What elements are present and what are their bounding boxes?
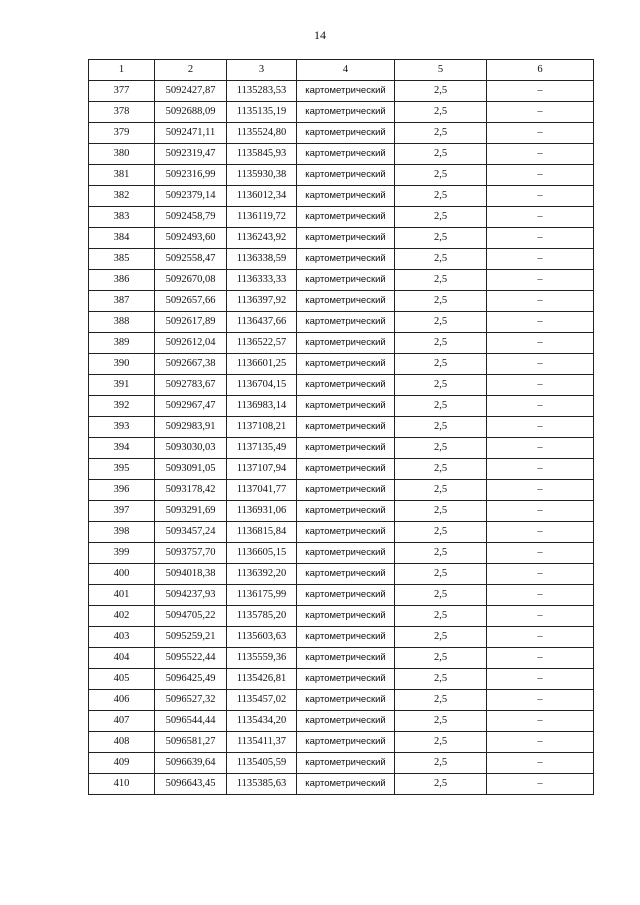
table-row (89, 396, 594, 417)
table-row (89, 165, 594, 186)
y-coordinate-cell: 1136012,34 (227, 186, 297, 207)
accuracy-cell: 2,5 (395, 312, 487, 333)
table-row (89, 375, 594, 396)
point-number-cell: 377 (89, 81, 155, 102)
method-cell: картометрический (297, 165, 395, 186)
x-coordinate-cell: 5094018,38 (155, 564, 227, 585)
accuracy-cell: 2,5 (395, 501, 487, 522)
table-row (89, 585, 594, 606)
point-number-cell: 396 (89, 480, 155, 501)
x-coordinate-cell: 5092657,66 (155, 291, 227, 312)
y-coordinate-cell: 1135426,81 (227, 669, 297, 690)
table-header-row (89, 60, 594, 81)
y-coordinate-cell: 1136392,20 (227, 564, 297, 585)
header-cell-2: 2 (155, 60, 227, 81)
method-cell: картометрический (297, 501, 395, 522)
x-coordinate-cell: 5092667,38 (155, 354, 227, 375)
table-row (89, 207, 594, 228)
header-cell-6: 6 (487, 60, 594, 81)
accuracy-cell: 2,5 (395, 375, 487, 396)
header-cell-1: 1 (89, 60, 155, 81)
y-coordinate-cell: 1136175,99 (227, 585, 297, 606)
point-number-cell: 394 (89, 438, 155, 459)
method-cell: картометрический (297, 669, 395, 690)
x-coordinate-cell: 5092427,87 (155, 81, 227, 102)
x-coordinate-cell: 5093178,42 (155, 480, 227, 501)
description-cell: – (487, 543, 594, 564)
point-number-cell: 395 (89, 459, 155, 480)
accuracy-cell: 2,5 (395, 417, 487, 438)
point-number-cell: 381 (89, 165, 155, 186)
point-number-cell: 379 (89, 123, 155, 144)
point-number-cell: 407 (89, 711, 155, 732)
point-number-cell: 401 (89, 585, 155, 606)
y-coordinate-cell: 1135283,53 (227, 81, 297, 102)
description-cell: – (487, 774, 594, 795)
description-cell: – (487, 312, 594, 333)
point-number-cell: 393 (89, 417, 155, 438)
description-cell: – (487, 123, 594, 144)
point-number-cell: 404 (89, 648, 155, 669)
y-coordinate-cell: 1135135,19 (227, 102, 297, 123)
method-cell: картометрический (297, 753, 395, 774)
x-coordinate-cell: 5092316,99 (155, 165, 227, 186)
y-coordinate-cell: 1137135,49 (227, 438, 297, 459)
method-cell: картометрический (297, 354, 395, 375)
method-cell: картометрический (297, 228, 395, 249)
point-number-cell: 383 (89, 207, 155, 228)
description-cell: – (487, 228, 594, 249)
point-number-cell: 384 (89, 228, 155, 249)
description-cell: – (487, 249, 594, 270)
accuracy-cell: 2,5 (395, 774, 487, 795)
description-cell: – (487, 186, 594, 207)
accuracy-cell: 2,5 (395, 354, 487, 375)
description-cell: – (487, 438, 594, 459)
y-coordinate-cell: 1137107,94 (227, 459, 297, 480)
accuracy-cell: 2,5 (395, 543, 487, 564)
table-row (89, 291, 594, 312)
y-coordinate-cell: 1136605,15 (227, 543, 297, 564)
accuracy-cell: 2,5 (395, 669, 487, 690)
y-coordinate-cell: 1135559,36 (227, 648, 297, 669)
x-coordinate-cell: 5092670,08 (155, 270, 227, 291)
table-row (89, 774, 594, 795)
point-number-cell: 378 (89, 102, 155, 123)
point-number-cell: 397 (89, 501, 155, 522)
y-coordinate-cell: 1136601,25 (227, 354, 297, 375)
x-coordinate-cell: 5095259,21 (155, 627, 227, 648)
accuracy-cell: 2,5 (395, 396, 487, 417)
point-number-cell: 406 (89, 690, 155, 711)
y-coordinate-cell: 1135385,63 (227, 774, 297, 795)
description-cell: – (487, 396, 594, 417)
table-row (89, 732, 594, 753)
accuracy-cell: 2,5 (395, 732, 487, 753)
table-row (89, 417, 594, 438)
method-cell: картометрический (297, 102, 395, 123)
y-coordinate-cell: 1135524,80 (227, 123, 297, 144)
point-number-cell: 400 (89, 564, 155, 585)
description-cell: – (487, 669, 594, 690)
description-cell: – (487, 165, 594, 186)
point-number-cell: 388 (89, 312, 155, 333)
description-cell: – (487, 375, 594, 396)
table-row (89, 648, 594, 669)
table-row (89, 753, 594, 774)
description-cell: – (487, 417, 594, 438)
description-cell: – (487, 564, 594, 585)
description-cell: – (487, 648, 594, 669)
table-row (89, 186, 594, 207)
x-coordinate-cell: 5092783,67 (155, 375, 227, 396)
table-row (89, 711, 594, 732)
description-cell: – (487, 291, 594, 312)
method-cell: картометрический (297, 732, 395, 753)
accuracy-cell: 2,5 (395, 585, 487, 606)
table-row (89, 81, 594, 102)
method-cell: картометрический (297, 606, 395, 627)
y-coordinate-cell: 1136397,92 (227, 291, 297, 312)
point-number-cell: 387 (89, 291, 155, 312)
method-cell: картометрический (297, 690, 395, 711)
y-coordinate-cell: 1136931,06 (227, 501, 297, 522)
accuracy-cell: 2,5 (395, 480, 487, 501)
y-coordinate-cell: 1136522,57 (227, 333, 297, 354)
x-coordinate-cell: 5092379,14 (155, 186, 227, 207)
method-cell: картометрический (297, 186, 395, 207)
method-cell: картометрический (297, 522, 395, 543)
method-cell: картометрический (297, 438, 395, 459)
y-coordinate-cell: 1135785,20 (227, 606, 297, 627)
accuracy-cell: 2,5 (395, 291, 487, 312)
table-row (89, 690, 594, 711)
description-cell: – (487, 81, 594, 102)
method-cell: картометрический (297, 648, 395, 669)
accuracy-cell: 2,5 (395, 753, 487, 774)
description-cell: – (487, 207, 594, 228)
point-number-cell: 390 (89, 354, 155, 375)
accuracy-cell: 2,5 (395, 186, 487, 207)
description-cell: – (487, 606, 594, 627)
table-row (89, 333, 594, 354)
header-cell-3: 3 (227, 60, 297, 81)
method-cell: картометрический (297, 711, 395, 732)
description-cell: – (487, 270, 594, 291)
point-number-cell: 385 (89, 249, 155, 270)
point-number-cell: 410 (89, 774, 155, 795)
table-row (89, 669, 594, 690)
method-cell: картометрический (297, 459, 395, 480)
x-coordinate-cell: 5092688,09 (155, 102, 227, 123)
description-cell: – (487, 333, 594, 354)
method-cell: картометрический (297, 81, 395, 102)
y-coordinate-cell: 1136243,92 (227, 228, 297, 249)
method-cell: картометрический (297, 627, 395, 648)
accuracy-cell: 2,5 (395, 81, 487, 102)
accuracy-cell: 2,5 (395, 711, 487, 732)
point-number-cell: 408 (89, 732, 155, 753)
point-number-cell: 402 (89, 606, 155, 627)
x-coordinate-cell: 5092493,60 (155, 228, 227, 249)
point-number-cell: 403 (89, 627, 155, 648)
accuracy-cell: 2,5 (395, 144, 487, 165)
description-cell: – (487, 732, 594, 753)
y-coordinate-cell: 1137108,21 (227, 417, 297, 438)
point-number-cell: 392 (89, 396, 155, 417)
accuracy-cell: 2,5 (395, 648, 487, 669)
x-coordinate-cell: 5093757,70 (155, 543, 227, 564)
accuracy-cell: 2,5 (395, 333, 487, 354)
table-row (89, 501, 594, 522)
x-coordinate-cell: 5092471,11 (155, 123, 227, 144)
method-cell: картометрический (297, 249, 395, 270)
x-coordinate-cell: 5093091,05 (155, 459, 227, 480)
point-number-cell: 399 (89, 543, 155, 564)
accuracy-cell: 2,5 (395, 564, 487, 585)
method-cell: картометрический (297, 375, 395, 396)
method-cell: картометрический (297, 291, 395, 312)
accuracy-cell: 2,5 (395, 270, 487, 291)
y-coordinate-cell: 1136338,59 (227, 249, 297, 270)
description-cell: – (487, 711, 594, 732)
description-cell: – (487, 585, 594, 606)
accuracy-cell: 2,5 (395, 627, 487, 648)
description-cell: – (487, 753, 594, 774)
accuracy-cell: 2,5 (395, 459, 487, 480)
table-row (89, 144, 594, 165)
y-coordinate-cell: 1135411,37 (227, 732, 297, 753)
method-cell: картометрический (297, 564, 395, 585)
table-row (89, 480, 594, 501)
header-cell-4: 4 (297, 60, 395, 81)
accuracy-cell: 2,5 (395, 522, 487, 543)
method-cell: картометрический (297, 585, 395, 606)
table-row (89, 543, 594, 564)
accuracy-cell: 2,5 (395, 123, 487, 144)
y-coordinate-cell: 1136119,72 (227, 207, 297, 228)
x-coordinate-cell: 5092458,79 (155, 207, 227, 228)
x-coordinate-cell: 5096643,45 (155, 774, 227, 795)
y-coordinate-cell: 1135845,93 (227, 144, 297, 165)
table-body (89, 60, 594, 795)
y-coordinate-cell: 1136704,15 (227, 375, 297, 396)
x-coordinate-cell: 5094237,93 (155, 585, 227, 606)
point-number-cell: 391 (89, 375, 155, 396)
table-row (89, 627, 594, 648)
x-coordinate-cell: 5093457,24 (155, 522, 227, 543)
description-cell: – (487, 522, 594, 543)
x-coordinate-cell: 5092612,04 (155, 333, 227, 354)
description-cell: – (487, 690, 594, 711)
description-cell: – (487, 144, 594, 165)
description-cell: – (487, 459, 594, 480)
point-number-cell: 405 (89, 669, 155, 690)
coordinates-table (88, 59, 594, 795)
accuracy-cell: 2,5 (395, 207, 487, 228)
x-coordinate-cell: 5094705,22 (155, 606, 227, 627)
method-cell: картометрический (297, 312, 395, 333)
x-coordinate-cell: 5092983,91 (155, 417, 227, 438)
table-row (89, 459, 594, 480)
table-row (89, 522, 594, 543)
header-cell-5: 5 (395, 60, 487, 81)
table-row (89, 438, 594, 459)
x-coordinate-cell: 5096527,32 (155, 690, 227, 711)
method-cell: картометрический (297, 396, 395, 417)
point-number-cell: 382 (89, 186, 155, 207)
method-cell: картометрический (297, 543, 395, 564)
y-coordinate-cell: 1135434,20 (227, 711, 297, 732)
table-row (89, 228, 594, 249)
accuracy-cell: 2,5 (395, 438, 487, 459)
table-row (89, 123, 594, 144)
accuracy-cell: 2,5 (395, 606, 487, 627)
table-row (89, 564, 594, 585)
x-coordinate-cell: 5092617,89 (155, 312, 227, 333)
description-cell: – (487, 627, 594, 648)
table-row (89, 312, 594, 333)
y-coordinate-cell: 1135405,59 (227, 753, 297, 774)
point-number-cell: 386 (89, 270, 155, 291)
description-cell: – (487, 354, 594, 375)
page-number: 14 (314, 28, 326, 42)
accuracy-cell: 2,5 (395, 165, 487, 186)
x-coordinate-cell: 5093030,03 (155, 438, 227, 459)
x-coordinate-cell: 5096425,49 (155, 669, 227, 690)
description-cell: – (487, 480, 594, 501)
x-coordinate-cell: 5095522,44 (155, 648, 227, 669)
y-coordinate-cell: 1136815,84 (227, 522, 297, 543)
method-cell: картометрический (297, 333, 395, 354)
y-coordinate-cell: 1137041,77 (227, 480, 297, 501)
y-coordinate-cell: 1136983,14 (227, 396, 297, 417)
method-cell: картометрический (297, 417, 395, 438)
method-cell: картометрический (297, 774, 395, 795)
y-coordinate-cell: 1135603,63 (227, 627, 297, 648)
y-coordinate-cell: 1135457,02 (227, 690, 297, 711)
table-row (89, 102, 594, 123)
y-coordinate-cell: 1136333,33 (227, 270, 297, 291)
x-coordinate-cell: 5096544,44 (155, 711, 227, 732)
point-number-cell: 409 (89, 753, 155, 774)
description-cell: – (487, 102, 594, 123)
method-cell: картометрический (297, 144, 395, 165)
table-row (89, 354, 594, 375)
y-coordinate-cell: 1135930,38 (227, 165, 297, 186)
table-row (89, 606, 594, 627)
point-number-cell: 398 (89, 522, 155, 543)
table-row (89, 249, 594, 270)
accuracy-cell: 2,5 (395, 228, 487, 249)
accuracy-cell: 2,5 (395, 102, 487, 123)
accuracy-cell: 2,5 (395, 249, 487, 270)
x-coordinate-cell: 5096639,64 (155, 753, 227, 774)
point-number-cell: 389 (89, 333, 155, 354)
x-coordinate-cell: 5092319,47 (155, 144, 227, 165)
x-coordinate-cell: 5096581,27 (155, 732, 227, 753)
x-coordinate-cell: 5092558,47 (155, 249, 227, 270)
table-row (89, 270, 594, 291)
point-number-cell: 380 (89, 144, 155, 165)
x-coordinate-cell: 5093291,69 (155, 501, 227, 522)
accuracy-cell: 2,5 (395, 690, 487, 711)
method-cell: картометрический (297, 123, 395, 144)
method-cell: картометрический (297, 270, 395, 291)
description-cell: – (487, 501, 594, 522)
method-cell: картометрический (297, 207, 395, 228)
method-cell: картометрический (297, 480, 395, 501)
y-coordinate-cell: 1136437,66 (227, 312, 297, 333)
x-coordinate-cell: 5092967,47 (155, 396, 227, 417)
